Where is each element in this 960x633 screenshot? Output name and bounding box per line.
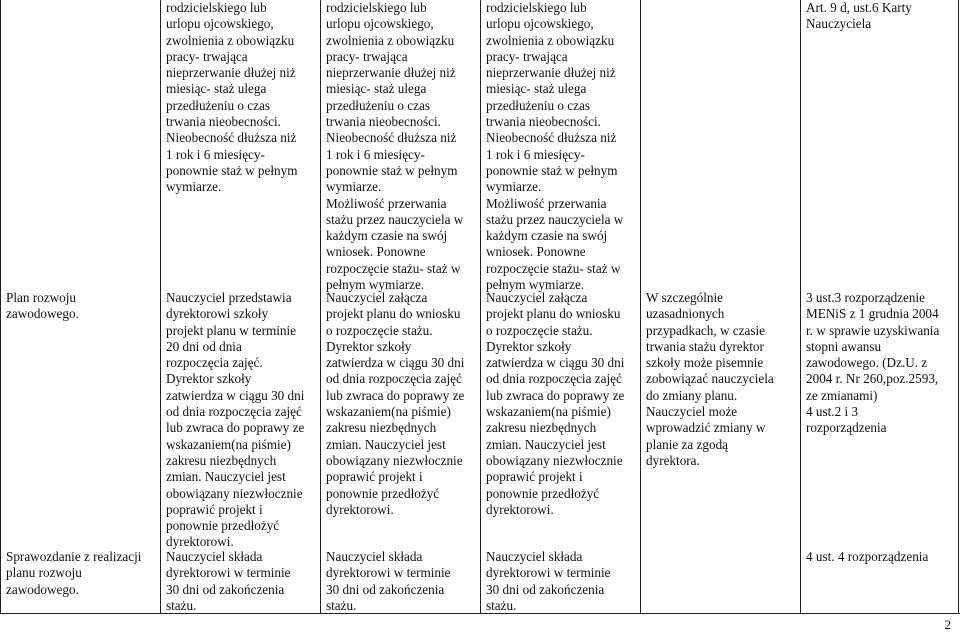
col2-plan-text: Nauczyciel przedstawia dyrektorowi szkoły projekt planu w terminie 20 dni od dnia rozpoczęcia zajęć. Dyrektor szkoły zatwierdza w ciągu 30 dni od dnia rozpoczęcia zajęć lub zwraca do poprawy ze wskazaniem(na piśmie) zakresu niezbędnych zmian. Nauczyciel jest obowiązany niezwłocznie poprawić projekt i ponownie przedłożyć dyrektorowi.	[166, 290, 305, 550]
col4-absence-text: rodzicielskiego lub urlopu ojcowskiego, zwolnienia z obowiązku pracy- trwająca nieprzerwanie dłużej niż miesiąc- staż ulega przedłużeniu o czas trwania nieobecności. Nieobecność dłuższa niż 1 rok i 6 miesięcy- ponownie staż w pełnym wymiarze. Możliwość przerwania stażu przez nauczyciela w każdym czasie na swój wniosek. Ponowne rozpoczęcie stażu- staż w pełnym wymiarze.	[486, 0, 624, 293]
col6-legal-basis-text: Art. 9 d, ust.6 Karty Nauczyciela	[806, 0, 912, 32]
column-divider	[800, 0, 801, 613]
col6-plan-legal-text: 3 ust.3 rozporządzenie MENiS z 1 grudnia 2004 r. w sprawie uzyskiwania stopni awansu zawodowego. (Dz.U. z 2004 r. Nr 260,poz.2593, ze zmianami) 4 ust.2 i 3 rozporządzenia	[806, 290, 940, 436]
col6-report-legal-text: 4 ust. 4 rozporządzenia	[806, 549, 929, 564]
row-label-report: Sprawozdanie z realizacji planu rozwoju zawodowego.	[6, 549, 142, 597]
table-border	[0, 0, 1, 613]
column-divider	[160, 0, 161, 613]
column-divider	[320, 0, 321, 613]
col3-plan-text: Nauczyciel załącza projekt planu do wniosku o rozpoczęcie stażu. Dyrektor szkoły zatwierdza w ciągu 30 dni od dnia rozpoczęcia zajęć lub zwraca do poprawy ze wskazaniem(na piśmie) zakresu niezbędnych zmian. Nauczyciel jest obowiązany niezwłocznie poprawić projekt i ponownie przedłożyć dyrektorowi.	[326, 290, 465, 517]
page-number: 2	[944, 617, 951, 632]
col3-absence-text: rodzicielskiego lub urlopu ojcowskiego, zwolnienia z obowiązku pracy- trwająca nieprzerwanie dłużej niż miesiąc- staż ulega przedłużeniu o czas trwania nieobecności. Nieobecność dłuższa niż 1 rok i 6 miesięcy- ponownie staż w pełnym wymiarze. Możliwość przerwania stażu przez nauczyciela w każdym czasie na swój wniosek. Ponowne rozpoczęcie stażu- staż w pełnym wymiarze.	[326, 0, 464, 293]
col3-report-text: Nauczyciel składa dyrektorowi w terminie 30 dni od zakończenia stażu.	[326, 549, 451, 613]
col4-plan-text: Nauczyciel załącza projekt planu do wniosku o rozpoczęcie stażu. Dyrektor szkoły zatwierdza w ciągu 30 dni od dnia rozpoczęcia zajęć lub zwraca do poprawy ze wskazaniem(na piśmie) zakresu niezbędnych zmian. Nauczyciel jest obowiązany niezwłocznie poprawić projekt i ponownie przedłożyć dyrektorowi.	[486, 290, 625, 517]
col2-absence-text: rodzicielskiego lub urlopu ojcowskiego, zwolnienia z obowiązku pracy- trwająca nieprzerwanie dłużej niż miesiąc- staż ulega przedłużeniu o czas trwania nieobecności. Nieobecność dłuższa niż 1 rok i 6 miesięcy- ponownie staż w pełnym wymiarze.	[166, 0, 298, 195]
table-border	[958, 0, 959, 613]
col2-report-text: Nauczyciel składa dyrektorowi w terminie 30 dni od zakończenia stażu.	[166, 549, 291, 613]
column-divider	[480, 0, 481, 613]
col4-report-text: Nauczyciel składa dyrektorowi w terminie 30 dni od zakończenia stażu.	[486, 549, 611, 613]
col5-plan-text: W szczególnie uzasadnionych przypadkach, w czasie trwania stażu dyrektor szkoły może pisemnie zobowiązać nauczyciela do zmiany planu. Nauczyciel może wprowadzić zmiany w planie za zgodą dyrektora.	[646, 290, 774, 468]
table-bottom-border	[0, 613, 960, 614]
row-label-plan: Plan rozwoju zawodowego.	[6, 290, 79, 322]
column-divider	[640, 0, 641, 613]
